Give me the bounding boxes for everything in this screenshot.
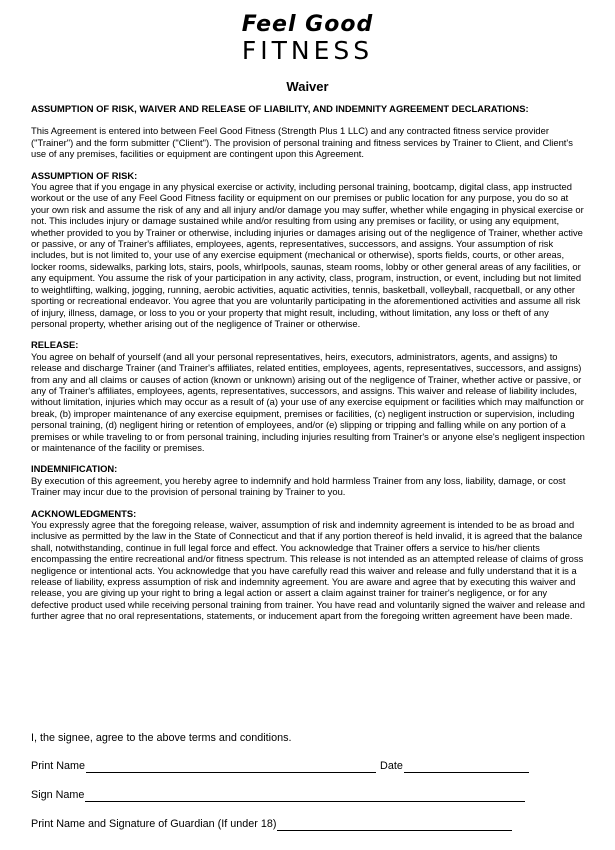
date-field[interactable] (404, 761, 529, 773)
sign-name-field[interactable] (85, 790, 525, 802)
print-name-row (31, 760, 529, 773)
sign-name-row (31, 789, 525, 802)
section-body: You agree that if you engage in any physical exercise or activity, including personal training, bootcamp, digital class, app instructed workout or the use of any Feel Good Fitness facility or equipment on our premises or public location for any purpose, you do so at your own risk and assume the risk of any and all injury and/or damage you may suffer, whether while engaging in physical exercise or not. This includes injury or damage sustained while and/or resulting from using any premises or facility, or using any equipment, whether provided to you by Trainer or otherwise, including injuries or damages arising out of the negligence of Trainer, whether active or passive, or any of Trainer's affiliates, employees, agents, representatives, successors, and assigns. Your assumption of risk includes, but is not limited to, your use of any exercise equipment (mechanical or otherwise), sports fields, courts, or other areas, locker rooms, sidewalks, parking lots, stairs, pools, whirlpools, saunas, steam rooms, lobby or other general areas of any facilities, or any equipment. You assume the risk of your participation in any activity, class, program, instruction, or event, including but not limited to weightlifting, walking, jogging, running, aerobic activities, aquatic activities, tennis, basketball, volleyball, racquetball, or any other sporting or recreational endeavor. You agree that you are voluntarily participating in the aforementioned activities and assume all risk of injury, illness, damage, or loss to you or your property that might result, including, without limitation, any loss or theft of any personal property, whether arising out of the negligence of Trainer or otherwise. (31, 181, 584, 329)
signee-statement: I, the signee, agree to the above terms and conditions. (31, 732, 292, 744)
logo-fitness: FITNESS (241, 36, 374, 65)
waiver-body (31, 103, 587, 632)
logo-feel-good: Feel Good (241, 12, 374, 37)
guardian-label: Print Name and Signature of Guardian (If under 18) (31, 818, 277, 830)
section-acknowledgments (31, 508, 587, 622)
declarations-heading: ASSUMPTION OF RISK, WAIVER AND RELEASE OF LIABILITY, AND INDEMNITY AGREEMENT DECLARATIONS: (31, 103, 529, 114)
section-assumption-of-risk (31, 170, 587, 330)
date-label: Date (380, 760, 403, 772)
page-title: Waiver (286, 79, 329, 94)
section-heading: ASSUMPTION OF RISK: (31, 169, 138, 181)
print-name-label: Print Name (31, 760, 86, 772)
intro-paragraph: This Agreement is entered into between Feel Good Fitness (Strength Plus 1 LLC) and any contracted fitness service provider ("Trainer") and the form submitter ("Client"). The provision of personal training and fitness services by Trainer to Client, and Client's use of any premises, facilities or equipment are contingent upon this Agreement. (31, 125, 573, 160)
print-name-field[interactable] (86, 761, 376, 773)
guardian-field[interactable] (277, 819, 512, 831)
guardian-row (31, 818, 512, 831)
section-body: By execution of this agreement, you hereby agree to indemnify and hold harmless Trainer from any loss, liability, damage, or cost Trainer may incur due to the provision of personal training by Trainer to you. (31, 474, 566, 498)
section-indemnification (31, 463, 587, 497)
sign-name-label: Sign Name (31, 789, 85, 801)
section-body: You agree on behalf of yourself (and all your personal representatives, heirs, executors, administrators, agents, and assigns) to release and discharge Trainer (and Trainer's affiliates, related entities, employees, agents, representatives, successors, and assigns) from any and all claims or causes of action (known or unknown) arising out of the negligence of Trainer, whether active or passive, or any of Trainer's affiliates, employees, agents, representatives, successors, and assigns. This waiver and release of liability includes, without limitation, injuries which may occur as a result of (a) your use of any exercise equipment or facilities which may malfunction or break, (b) improper maintenance of any exercise equipment, premises or facilities, (c) negligent instruction or supervision, including personal training, (d) negligent hiring or retention of employees, and/or (e) slipping or tripping and falling while on any portion of a premises or while traveling to or from personal training, including injuries resulting from Trainer's or anyone else's negligent inspection or maintenance of the facility or premises. (31, 350, 585, 453)
section-release (31, 339, 587, 453)
section-body: You expressly agree that the foregoing release, waiver, assumption of risk and indemnity agreement is intended to be as broad and inclusive as permitted by the law in the State of Connecticut and that if any portion thereof is held invalid, it is agreed that the balance shall, notwithstanding, continue in full legal force and effect. You acknowledge that Trainer offers a service to his/her clients encompassing the entire recreational and/or fitness spectrum. This release is not intended as an attempted release of claims of gross negligence or intentional acts. You acknowledge that you have carefully read this waiver and release and fully understand that it is a release of liability, express assumption of risk and indemnity agreement. You are aware and agree that by executing this waiver and release, you are giving up your right to bring a legal action or assert a claim against trainer for trainer's negligence, or for any defective product used while receiving personal training from trainer. You have read and voluntarily signed the waiver and release and further agree that no oral representations, statements, or inducement apart from the foregoing written agreement have been made. (31, 519, 585, 622)
section-heading: ACKNOWLEDGMENTS: (31, 507, 137, 519)
section-heading: RELEASE: (31, 339, 79, 351)
section-heading: INDEMNIFICATION: (31, 463, 118, 475)
